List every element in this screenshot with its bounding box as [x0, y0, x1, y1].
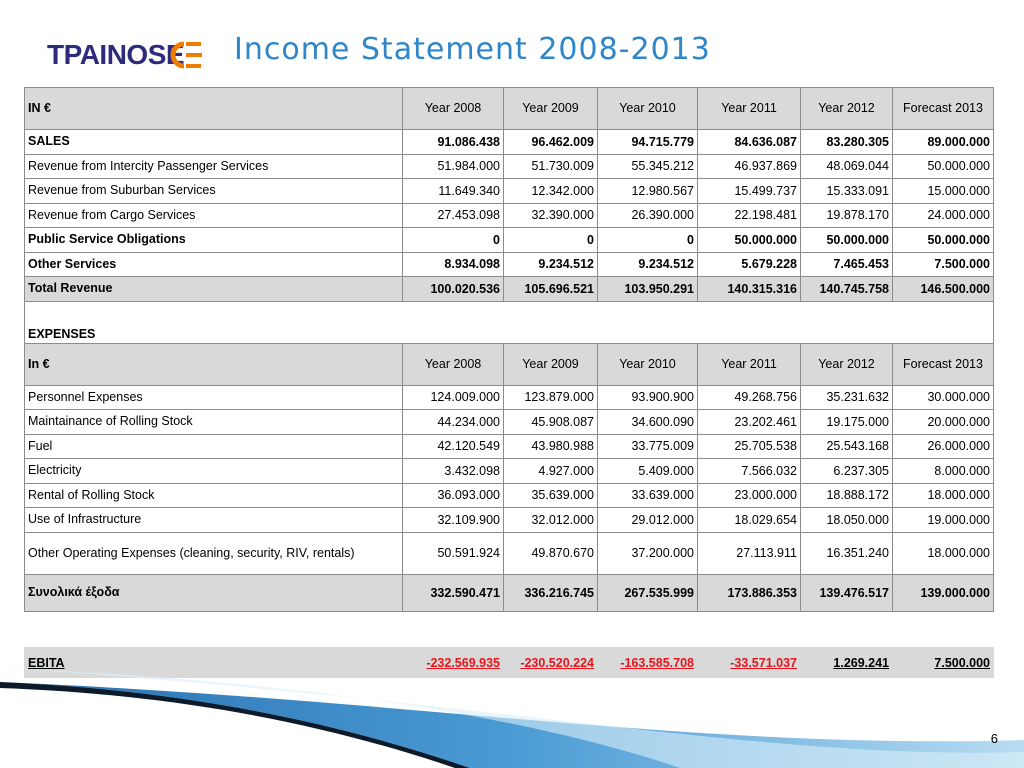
- expense-row-2011: 18.029.654: [698, 508, 801, 533]
- expense-row-2008: 32.109.900: [403, 508, 504, 533]
- income-row-2008: 91.086.438: [403, 130, 504, 155]
- income-row-2009: 12.342.000: [504, 179, 598, 204]
- expense-row-2010: 34.600.090: [598, 410, 698, 435]
- expense-row-2008: 3.432.098: [403, 459, 504, 484]
- income-row-2011: 140.315.316: [698, 277, 801, 302]
- logo-text: TPAINOSE: [47, 39, 185, 70]
- income-row-2010: 9.234.512: [598, 252, 698, 277]
- income-row-2009: 32.390.000: [504, 203, 598, 228]
- expense-row: [25, 385, 994, 410]
- expense-row-2013: 19.000.000: [893, 508, 994, 533]
- expense-row-2008: 44.234.000: [403, 410, 504, 435]
- expense-row-2009: 49.870.670: [504, 532, 598, 574]
- income-header-row-2010: Year 2010: [598, 88, 698, 130]
- income-row-2010: 94.715.779: [598, 130, 698, 155]
- expense-row-2009: 336.216.745: [504, 574, 598, 611]
- income-header-row-2011: Year 2011: [698, 88, 801, 130]
- income-row-2010: 12.980.567: [598, 179, 698, 204]
- income-row-2013: 15.000.000: [893, 179, 994, 204]
- income-row-2008: 27.453.098: [403, 203, 504, 228]
- income-row-label: Other Services: [25, 252, 403, 277]
- expense-row-2010: 33.775.009: [598, 434, 698, 459]
- expense-row-2011: 23.000.000: [698, 483, 801, 508]
- income-header-row-2009: Year 2009: [504, 88, 598, 130]
- expense-row: [25, 574, 994, 611]
- expense-row: [25, 508, 994, 533]
- expense-row-2008: 42.120.549: [403, 434, 504, 459]
- income-row-label: Revenue from Suburban Services: [25, 179, 403, 204]
- income-row-label: Revenue from Cargo Services: [25, 203, 403, 228]
- expense-row-2012: 139.476.517: [801, 574, 893, 611]
- income-row-2012: 48.069.044: [801, 154, 893, 179]
- income-row: [25, 277, 994, 302]
- expense-row-label: Maintainance of Rolling Stock: [25, 410, 403, 435]
- income-row-2008: 51.984.000: [403, 154, 504, 179]
- expenses-header-row-2008: Year 2008: [403, 343, 504, 385]
- expenses-header-row-2013: Forecast 2013: [893, 343, 994, 385]
- expenses-header-row-2011: Year 2011: [698, 343, 801, 385]
- expense-row-2009: 45.908.087: [504, 410, 598, 435]
- expense-row-2012: 18.888.172: [801, 483, 893, 508]
- income-row-2008: 8.934.098: [403, 252, 504, 277]
- income-row-2013: 89.000.000: [893, 130, 994, 155]
- expense-row-label: Rental of Rolling Stock: [25, 483, 403, 508]
- expenses-section-label: EXPENSES: [25, 301, 994, 343]
- income-row-2012: 19.878.170: [801, 203, 893, 228]
- income-row: [25, 179, 994, 204]
- expense-row-2010: 33.639.000: [598, 483, 698, 508]
- expense-row-2010: 29.012.000: [598, 508, 698, 533]
- company-logo: [47, 38, 207, 72]
- expense-row-2009: 32.012.000: [504, 508, 598, 533]
- income-row-2010: 26.390.000: [598, 203, 698, 228]
- page-title: Income Statement 2008-2013: [234, 32, 711, 67]
- income-row-2011: 15.499.737: [698, 179, 801, 204]
- income-header-row: [25, 88, 994, 130]
- expenses-header-row-2012: Year 2012: [801, 343, 893, 385]
- expense-row-2010: 267.535.999: [598, 574, 698, 611]
- expense-row-2013: 26.000.000: [893, 434, 994, 459]
- expense-row-2012: 16.351.240: [801, 532, 893, 574]
- expense-row-2012: 25.543.168: [801, 434, 893, 459]
- expense-row-2013: 18.000.000: [893, 532, 994, 574]
- income-row: [25, 252, 994, 277]
- income-row-2010: 0: [598, 228, 698, 253]
- income-row-label: Revenue from Intercity Passenger Services: [25, 154, 403, 179]
- expense-row-2008: 332.590.471: [403, 574, 504, 611]
- expense-row-2013: 8.000.000: [893, 459, 994, 484]
- expense-row-label: Personnel Expenses: [25, 385, 403, 410]
- income-row: [25, 130, 994, 155]
- expense-row: [25, 483, 994, 508]
- income-header-row-2008: Year 2008: [403, 88, 504, 130]
- income-row-2013: 24.000.000: [893, 203, 994, 228]
- income-row-2013: 7.500.000: [893, 252, 994, 277]
- income-row-2011: 5.679.228: [698, 252, 801, 277]
- income-row-2009: 105.696.521: [504, 277, 598, 302]
- expense-row: [25, 459, 994, 484]
- ebita-2008: -232.569.935: [403, 648, 504, 678]
- expense-row-2011: 23.202.461: [698, 410, 801, 435]
- income-row-label: Public Service Obligations: [25, 228, 403, 253]
- expense-row-2010: 93.900.900: [598, 385, 698, 410]
- expenses-header-row: [25, 343, 994, 385]
- income-row-2012: 140.745.758: [801, 277, 893, 302]
- expense-row: [25, 532, 994, 574]
- income-header-row-2013: Forecast 2013: [893, 88, 994, 130]
- expense-row-label: Other Operating Expenses (cleaning, security, RIV, rentals): [25, 532, 403, 574]
- expense-row-2011: 27.113.911: [698, 532, 801, 574]
- decorative-swoosh: [0, 660, 1024, 768]
- income-row-2012: 7.465.453: [801, 252, 893, 277]
- expense-row-2012: 18.050.000: [801, 508, 893, 533]
- expense-row-2009: 4.927.000: [504, 459, 598, 484]
- income-row-2011: 84.636.087: [698, 130, 801, 155]
- income-row-2011: 22.198.481: [698, 203, 801, 228]
- expense-row-label: Fuel: [25, 434, 403, 459]
- expense-row-2009: 43.980.988: [504, 434, 598, 459]
- income-row-label: SALES: [25, 130, 403, 155]
- income-row-2009: 0: [504, 228, 598, 253]
- income-row-2009: 51.730.009: [504, 154, 598, 179]
- expense-row-2011: 173.886.353: [698, 574, 801, 611]
- expense-row-2013: 30.000.000: [893, 385, 994, 410]
- income-header-row-label: IN €: [25, 88, 403, 130]
- expenses-header-row-2010: Year 2010: [598, 343, 698, 385]
- ebita-2012: 1.269.241: [801, 648, 893, 678]
- income-header-row-2012: Year 2012: [801, 88, 893, 130]
- expense-row-2010: 5.409.000: [598, 459, 698, 484]
- ebita-2010: -163.585.708: [598, 648, 698, 678]
- income-row-2011: 50.000.000: [698, 228, 801, 253]
- income-row-2012: 15.333.091: [801, 179, 893, 204]
- expense-row-2009: 35.639.000: [504, 483, 598, 508]
- ebita-label: EBITA: [25, 648, 403, 678]
- expense-row-2008: 50.591.924: [403, 532, 504, 574]
- logo-swirl-icon: [165, 40, 205, 70]
- expenses-header-row-label: In €: [25, 343, 403, 385]
- expense-row-2009: 123.879.000: [504, 385, 598, 410]
- income-row: [25, 154, 994, 179]
- ebita-2009: -230.520.224: [504, 648, 598, 678]
- income-statement-table: [24, 87, 994, 612]
- expense-row-2011: 7.566.032: [698, 459, 801, 484]
- expense-row-2010: 37.200.000: [598, 532, 698, 574]
- page-number: 6: [990, 731, 998, 746]
- income-row-2013: 50.000.000: [893, 228, 994, 253]
- expense-row-2013: 139.000.000: [893, 574, 994, 611]
- expense-row: [25, 434, 994, 459]
- income-row-2010: 55.345.212: [598, 154, 698, 179]
- expense-row-2012: 19.175.000: [801, 410, 893, 435]
- income-row-2009: 9.234.512: [504, 252, 598, 277]
- expense-row-2012: 35.231.632: [801, 385, 893, 410]
- expense-row-2013: 18.000.000: [893, 483, 994, 508]
- expense-row-label: Electricity: [25, 459, 403, 484]
- income-row-2012: 50.000.000: [801, 228, 893, 253]
- income-row: [25, 228, 994, 253]
- expense-row-2008: 36.093.000: [403, 483, 504, 508]
- expenses-section-row: [25, 301, 994, 343]
- income-row-2011: 46.937.869: [698, 154, 801, 179]
- income-row: [25, 203, 994, 228]
- expense-row-2012: 6.237.305: [801, 459, 893, 484]
- expense-row-label: Use of Infrastructure: [25, 508, 403, 533]
- ebita-2011: -33.571.037: [698, 648, 801, 678]
- income-row-2013: 50.000.000: [893, 154, 994, 179]
- income-row-label: Total Revenue: [25, 277, 403, 302]
- expense-row-2013: 20.000.000: [893, 410, 994, 435]
- income-row-2009: 96.462.009: [504, 130, 598, 155]
- expense-row: [25, 410, 994, 435]
- income-row-2008: 0: [403, 228, 504, 253]
- expense-row-2008: 124.009.000: [403, 385, 504, 410]
- expense-row-2011: 49.268.756: [698, 385, 801, 410]
- expense-row-2011: 25.705.538: [698, 434, 801, 459]
- income-row-2008: 11.649.340: [403, 179, 504, 204]
- income-row-2012: 83.280.305: [801, 130, 893, 155]
- expenses-header-row-2009: Year 2009: [504, 343, 598, 385]
- income-row-2013: 146.500.000: [893, 277, 994, 302]
- income-row-2010: 103.950.291: [598, 277, 698, 302]
- ebita-2013: 7.500.000: [893, 648, 994, 678]
- expense-row-label: Συνολικά έξοδα: [25, 574, 403, 611]
- income-row-2008: 100.020.536: [403, 277, 504, 302]
